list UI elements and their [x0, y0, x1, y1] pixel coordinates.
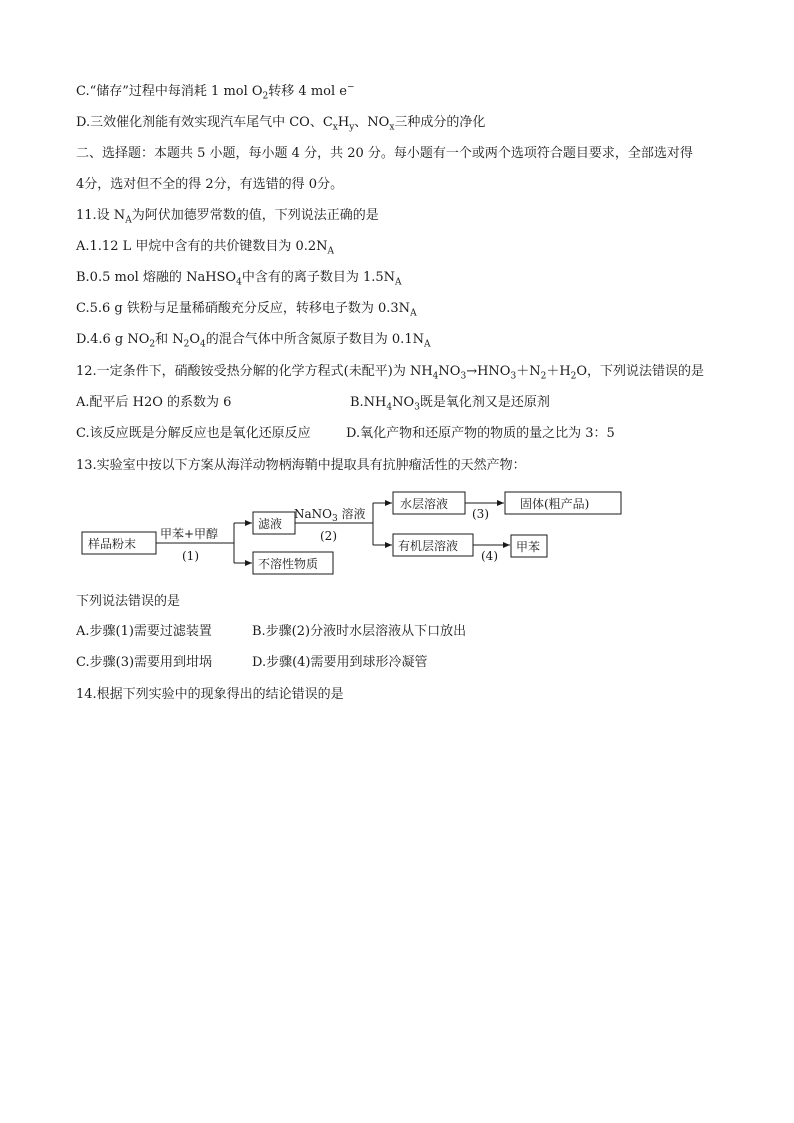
text: 12.一定条件下，硝酸铵受热分解的化学方程式(未配平)为 NH	[76, 364, 433, 379]
subscript: A	[410, 308, 417, 319]
subscript: y	[349, 122, 355, 133]
label-filtrate: 滤液	[258, 517, 283, 531]
question-11	[76, 206, 379, 226]
subscript: 2	[149, 339, 156, 350]
label-step-2: (2)	[320, 529, 337, 543]
subscript: 3	[414, 402, 420, 413]
subscript: 3	[510, 371, 517, 382]
question-13-option-c: C.步骤(3)需要用到坩埚	[76, 655, 213, 670]
subscript: 2	[262, 91, 269, 102]
question-13-stem: 下列说法错误的是	[76, 594, 181, 609]
question-12-option-c: C.该反应既是分解反应也是氧化还原反应	[76, 426, 311, 441]
question-12-option-d: D.氧化产物和还原产物的物质的量之比为 3：5	[346, 426, 615, 441]
text: 溶液	[337, 507, 366, 521]
subscript: A	[125, 215, 132, 226]
subscript: x	[389, 122, 395, 133]
label-step-3: (3)	[472, 507, 489, 521]
label-toluene: 甲苯	[516, 540, 541, 554]
subscript: 3	[460, 371, 467, 382]
text: NaNO	[294, 507, 332, 521]
subscript: 2	[570, 371, 577, 382]
text: D.4.6 g NO	[76, 332, 150, 347]
text: NO	[392, 395, 415, 410]
question-13: 13.实验室中按以下方案从海洋动物柄海鞘中提取具有抗肿瘤活性的天然产物：	[76, 458, 526, 473]
subscript: A	[423, 339, 431, 350]
section-2-instructions: 二、选择题：本题共 5 小题，每小题 4 分，共 20 分。每小题有一个或两个选项符合题目要求，全部选对得	[76, 146, 693, 161]
text: D.三效催化剂能有效实现汽车尾气中 CO、C	[76, 115, 333, 130]
text: 为阿伏加德罗常数的值，下列说法正确的是	[131, 208, 379, 223]
text: A.1.12 L 甲烷中含有的共价键数目为 0.2N	[76, 239, 328, 254]
text: 的混合气体中所含氮原子数目为 0.1N	[205, 332, 424, 347]
label-organic: 有机层溶液	[398, 539, 459, 553]
text: H	[337, 115, 350, 130]
text: 转移 4 mol e	[268, 84, 347, 99]
text: C.5.6 g 铁粉与足量稀硝酸充分反应，转移电子数为 0.3N	[76, 301, 411, 316]
section-2-instructions-cont: 4分，选对但不全的得 2分，有选错的得 0分。	[76, 177, 344, 192]
option-c-storage	[76, 82, 355, 102]
label-reagent: 甲苯+甲醇	[160, 527, 219, 541]
label-nano3-solution	[294, 506, 366, 524]
subscript: 2	[183, 339, 190, 350]
text: ＋H	[546, 364, 571, 379]
question-11-option-b	[76, 268, 402, 288]
subscript: 4	[200, 339, 206, 350]
question-13-option-b: B.步骤(2)分液时水层溶液从下口放出	[252, 624, 467, 639]
subscript: 2	[540, 371, 547, 382]
label-insoluble: 不溶性物质	[258, 557, 319, 571]
label-sample: 样品粉末	[88, 537, 137, 551]
subscript: x	[332, 122, 338, 133]
label-solid: 固体(粗产品)	[520, 497, 590, 511]
text: NO	[438, 364, 461, 379]
question-11-option-c	[76, 299, 417, 319]
text: C.“储存”过程中每消耗 1 mol O	[76, 84, 263, 99]
question-13-option-a: A.步骤(1)需要过滤装置	[76, 624, 212, 639]
question-14: 14.根据下列实验中的现象得出的结论错误的是	[76, 687, 344, 702]
text: 三种成分的净化	[394, 115, 486, 130]
subscript: 4	[236, 277, 242, 288]
subscript: A	[395, 277, 402, 288]
question-11-option-d	[76, 330, 430, 350]
label-step-1: (1)	[182, 549, 199, 563]
text: O	[189, 332, 201, 347]
text: B.0.5 mol 熔融的 NaHSO	[76, 270, 237, 285]
label-step-4: (4)	[481, 549, 498, 563]
text: 和 N	[155, 332, 184, 347]
text: B.NH	[350, 395, 387, 410]
question-12	[76, 362, 704, 382]
subscript: 3	[332, 514, 338, 524]
label-aqueous: 水层溶液	[400, 497, 449, 511]
extraction-flowchart	[76, 484, 636, 584]
question-12-option-a: A.配平后 H2O 的系数为 6	[76, 395, 232, 410]
question-12-option-b	[350, 393, 550, 413]
subscript: 4	[386, 402, 393, 413]
subscript: A	[327, 246, 335, 257]
subscript: 4	[432, 371, 439, 382]
option-d-catalyst	[76, 113, 485, 133]
text: 既是氧化剂又是还原剂	[419, 395, 550, 410]
question-13-option-d: D.步骤(4)需要用到球形冷凝管	[252, 655, 428, 670]
text: O，下列说法错误的是	[576, 364, 705, 379]
text: 中含有的离子数目为 1.5N	[241, 270, 396, 285]
text: 11.设 N	[76, 208, 126, 223]
text: ＋N	[516, 364, 541, 379]
text: →HNO	[466, 364, 511, 379]
superscript: −	[346, 82, 355, 93]
question-11-option-a	[76, 237, 334, 257]
text: 、NO	[354, 115, 390, 130]
